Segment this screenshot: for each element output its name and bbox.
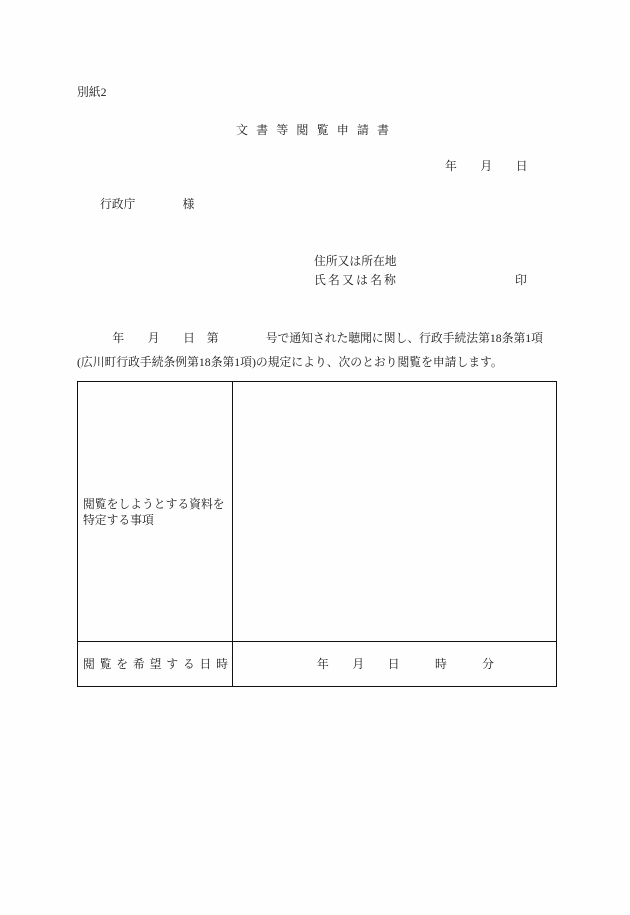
datetime-label-char: を [116,657,129,671]
datetime-label-char: る [182,657,195,671]
seal-label: 印 [515,273,527,287]
materials-value-cell [233,382,556,642]
datetime-label-char: 覧 [99,657,112,671]
applicant-name-label-char: 氏 [314,273,326,287]
applicant-name-label [314,272,396,288]
applicant-name-label-char: 名 [370,273,382,287]
datetime-label-char: す [166,657,179,671]
materials-label-line: 特定する事項 [83,512,154,527]
document-title-char: 覧 [316,123,329,137]
applicant-name-label-char: 又 [342,273,354,287]
document-title-char: 請 [356,123,369,137]
datetime-label-cell [78,642,233,686]
body-text-line: (広川町行政手続条例第18条第1項)の規定により、次のとおり閲覧を申請します。 [77,355,503,369]
document-title [236,122,389,138]
application-table [77,381,557,687]
document-title-char: 文 [236,123,249,137]
addressee-line: 行政庁 様 [100,197,195,211]
materials-label-line: 閲覧をしようとする資料を [83,496,225,511]
document-title-char: 申 [336,123,349,137]
document-title-char: 書 [376,123,389,137]
document-title-char: 閲 [296,123,309,137]
materials-label-cell [78,382,233,642]
applicant-name-label-char: は [356,273,368,287]
applicant-name-label-char: 称 [384,273,396,287]
datetime-label-char: 時 [216,657,228,671]
datetime-value: 年 月 日 時 分 [317,657,494,671]
document-title-char: 書 [256,123,269,137]
body-text-line: 年 月 日 第 号で通知された聴聞に関し、行政手続法第18条第1項 [77,331,543,345]
datetime-label [83,656,228,672]
applicant-address-label: 住所又は所在地 [314,254,397,268]
datetime-value-cell [233,642,556,686]
datetime-label-char: 希 [132,657,145,671]
application-date-line: 年 月 日 [445,159,528,173]
datetime-label-char: 日 [199,657,212,671]
datetime-label-char: 望 [149,657,162,671]
applicant-name-label-char: 名 [328,273,340,287]
document-title-char: 等 [276,123,289,137]
datetime-label-char: 閲 [83,657,95,671]
attachment-label: 別紙2 [77,85,107,99]
